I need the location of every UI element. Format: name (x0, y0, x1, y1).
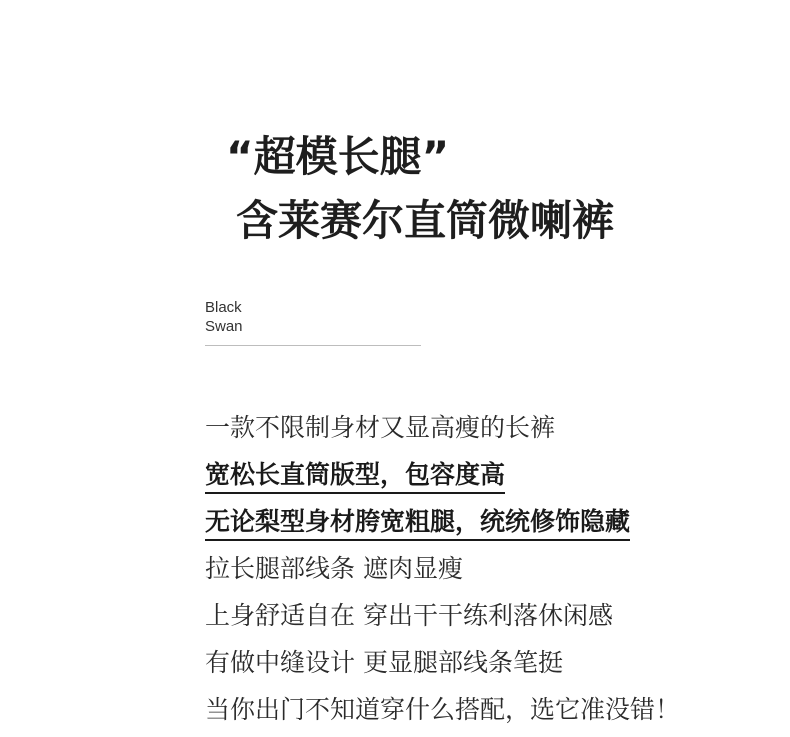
description-line: 上身舒适自在 穿出干干练利落休闲感 (205, 601, 613, 630)
description-line-emphasis-text: 无论梨型身材胯宽粗腿，统统修饰隐藏 (205, 505, 630, 541)
brand-name-line-1: Black (205, 299, 242, 316)
description-line: 拉长腿部线条 遮肉显瘦 (205, 554, 463, 583)
description-line-emphasis-text: 宽松长直筒版型，包容度高 (205, 458, 505, 494)
description-line: 一款不限制身材又显高瘦的长裤 (205, 413, 556, 442)
description-line-emphasis (205, 502, 680, 549)
brand-name-line-2: Swan (205, 318, 243, 335)
description-line: 有做中缝设计 更显腿部线条笔挺 (205, 648, 563, 677)
description-line-emphasis (205, 455, 680, 502)
divider (205, 345, 421, 346)
description-line: 当你出门不知道穿什么搭配，选它准没错！ (205, 695, 681, 724)
product-description (205, 408, 680, 737)
page-title-line-2: 含莱赛尔直筒微喇裤 (236, 196, 615, 245)
page-title-line-1: “超模长腿” (226, 132, 450, 181)
brand-name (205, 298, 243, 336)
